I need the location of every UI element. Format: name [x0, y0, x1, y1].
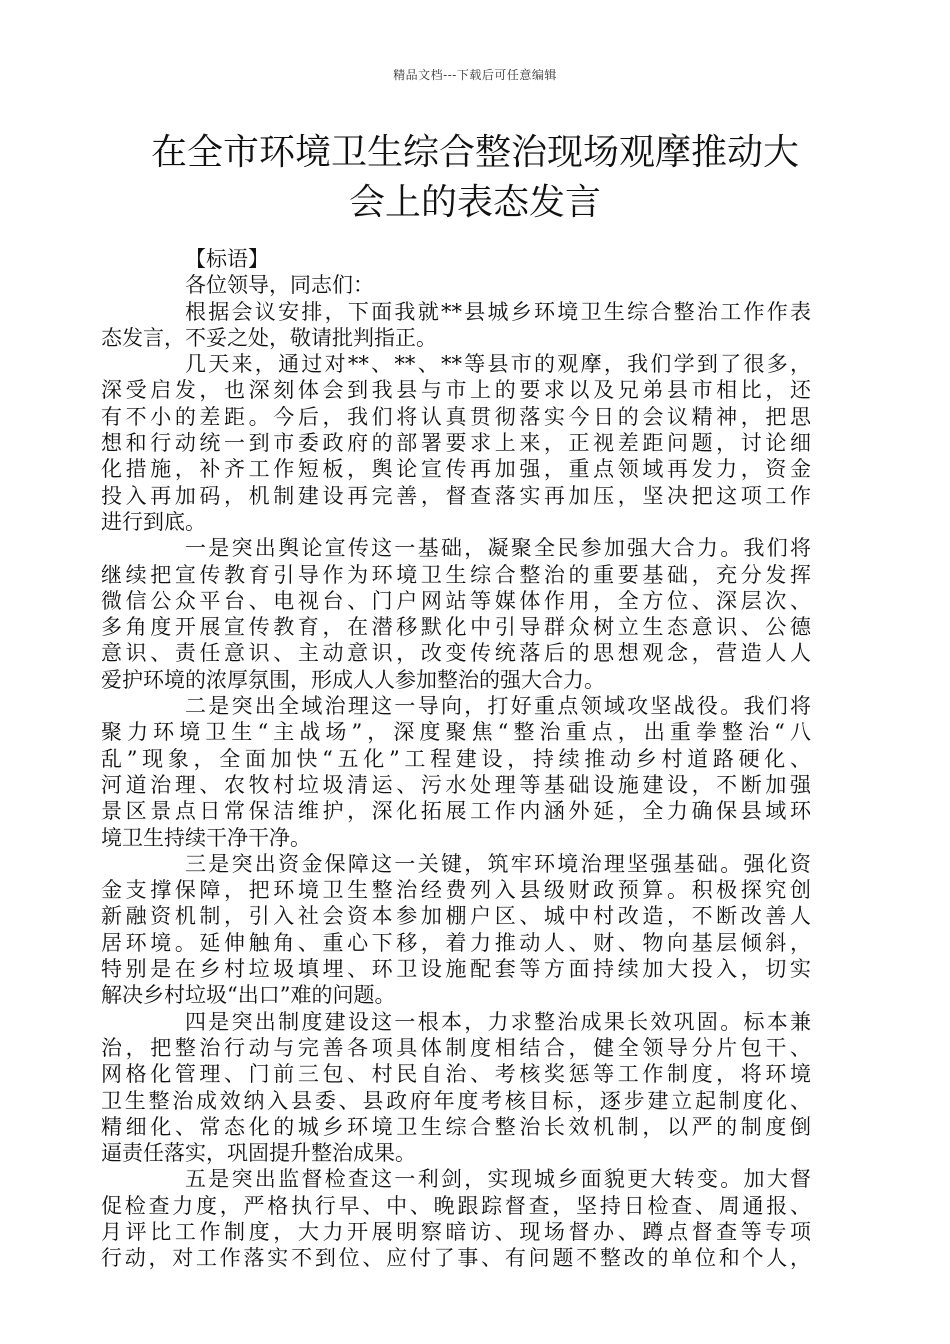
paragraph-line: 【标语】	[185, 247, 269, 271]
paragraph-line: 投入再加码，机制建设再完善，督查落实再加压，坚决把这项工作	[101, 483, 811, 508]
paragraph-line: 月评比工作制度，大力开展明察暗访、现场督办、蹲点督查等专项	[101, 1219, 811, 1244]
paragraph	[101, 851, 811, 1009]
paragraph-line: 行动，对工作落实不到位、应付了事、有问题不整改的单位和个人，	[101, 1246, 811, 1271]
paragraph	[143, 246, 811, 272]
paragraph-line: 意识、责任意识、主动意识，改变传统落后的思想观念，营造人人	[101, 641, 811, 666]
paragraph-line: 四是突出制度建设这一根本，力求整治成果长效巩固。标本兼	[185, 1009, 811, 1034]
paragraph	[101, 351, 811, 535]
paragraph-line: 特别是在乡村垃圾填埋、环卫设施配套等方面持续加大投入，切实	[101, 957, 811, 982]
paragraph-line: 有不小的差距。今后，我们将认真贯彻落实今日的会议精神，把思	[101, 404, 811, 429]
paragraph-line: 河道治理、农牧村垃圾清运、污水处理等基础设施建设，不断加强	[101, 772, 811, 797]
paragraph	[101, 1166, 811, 1271]
title-line: 会上的表态发言	[348, 182, 601, 223]
paragraph-line: 治，把整治行动与完善各项具体制度相结合，健全领导分片包干、	[101, 1035, 811, 1060]
paragraph-line: 网格化管理、门前三包、村民自治、考核奖惩等工作制度，将环境	[101, 1062, 811, 1087]
paragraph-line: 居环境。延伸触角、重心下移，着力推动人、财、物向基层倾斜，	[101, 930, 811, 955]
paragraph	[101, 693, 811, 851]
paragraph	[101, 535, 811, 693]
paragraph	[143, 272, 811, 298]
paragraph-line: 想和行动统一到市委政府的部署要求上来，正视差距问题，讨论细	[101, 431, 811, 456]
paragraph-line: 进行到底。	[101, 509, 206, 534]
paragraph-line: 三是突出资金保障这一关键，筑牢环境治理坚强基础。强化资	[185, 851, 811, 876]
paragraph-line: 境卫生持续干净干净。	[101, 825, 311, 850]
paragraph-line: 促检查力度，严格执行早、中、晚跟踪督查，坚持日检查、周通报、	[101, 1193, 811, 1218]
paragraph-line: 解决乡村垃圾“出口”难的问题。	[101, 983, 396, 1008]
paragraph	[101, 1009, 811, 1167]
header-note: 精品文档---下载后可任意编辑	[393, 68, 557, 82]
paragraph-line: 各位领导，同志们：	[185, 273, 374, 298]
paragraph-line: 景区景点日常保洁维护，深化拓展工作内涵外延，全力确保县域环	[101, 799, 811, 824]
paragraph-line: 微信公众平台、电视台、门户网站等媒体作用，全方位、深层次、	[101, 588, 811, 613]
paragraph-line: 乱”现象，全面加快“五化”工程建设，持续推动乡村道路硬化、	[101, 746, 811, 771]
paragraph-line: 金支撑保障，把环境卫生整治经费列入县级财政预算。积极探究创	[101, 878, 811, 903]
paragraph-line: 聚力环境卫生“主战场”，深度聚焦“整治重点，出重拳整治“八	[101, 720, 811, 745]
paragraph-line: 新融资机制，引入社会资本参加棚户区、城中村改造，不断改善人	[101, 904, 811, 929]
paragraph-line: 精细化、常态化的城乡环境卫生综合整治长效机制，以严的制度倒	[101, 1114, 811, 1139]
paragraph-line: 卫生整治成效纳入县委、县政府年度考核目标，逐步建立起制度化、	[101, 1088, 811, 1113]
paragraph	[101, 299, 811, 352]
paragraph-line: 一是突出舆论宣传这一基础，凝聚全民参加强大合力。我们将	[185, 536, 811, 561]
paragraph-line: 逼责任落实，巩固提升整治成果。	[101, 1141, 416, 1166]
document-title	[140, 128, 810, 228]
document-body	[101, 246, 811, 1272]
paragraph-line: 深受启发，也深刻体会到我县与市上的要求以及兄弟县市相比，还	[101, 378, 811, 403]
paragraph-line: 根据会议安排，下面我就**县城乡环境卫生综合整治工作作表	[185, 299, 811, 324]
paragraph-line: 态发言，不妥之处，敬请批判指正。	[101, 325, 437, 350]
paragraph-line: 化措施，补齐工作短板，舆论宣传再加强，重点领域再发力，资金	[101, 457, 811, 482]
title-line: 在全市环境卫生综合整治现场观摩推动大	[150, 132, 799, 173]
paragraph-line: 几天来，通过对**、**、**等县市的观摩，我们学到了很多，	[185, 352, 811, 377]
paragraph-line: 五是突出监督检查这一利剑，实现城乡面貌更大转变。加大督	[185, 1167, 811, 1192]
paragraph-line: 多角度开展宣传教育，在潜移默化中引导群众树立生态意识、公德	[101, 615, 811, 640]
paragraph-line: 二是突出全域治理这一导向，打好重点领域攻坚战役。我们将	[185, 694, 811, 719]
paragraph-line: 继续把宣传教育引导作为环境卫生综合整治的重要基础，充分发挥	[101, 562, 811, 587]
paragraph-line: 爱护环境的浓厚氛围，形成人人参加整治的强大合力。	[101, 667, 605, 692]
